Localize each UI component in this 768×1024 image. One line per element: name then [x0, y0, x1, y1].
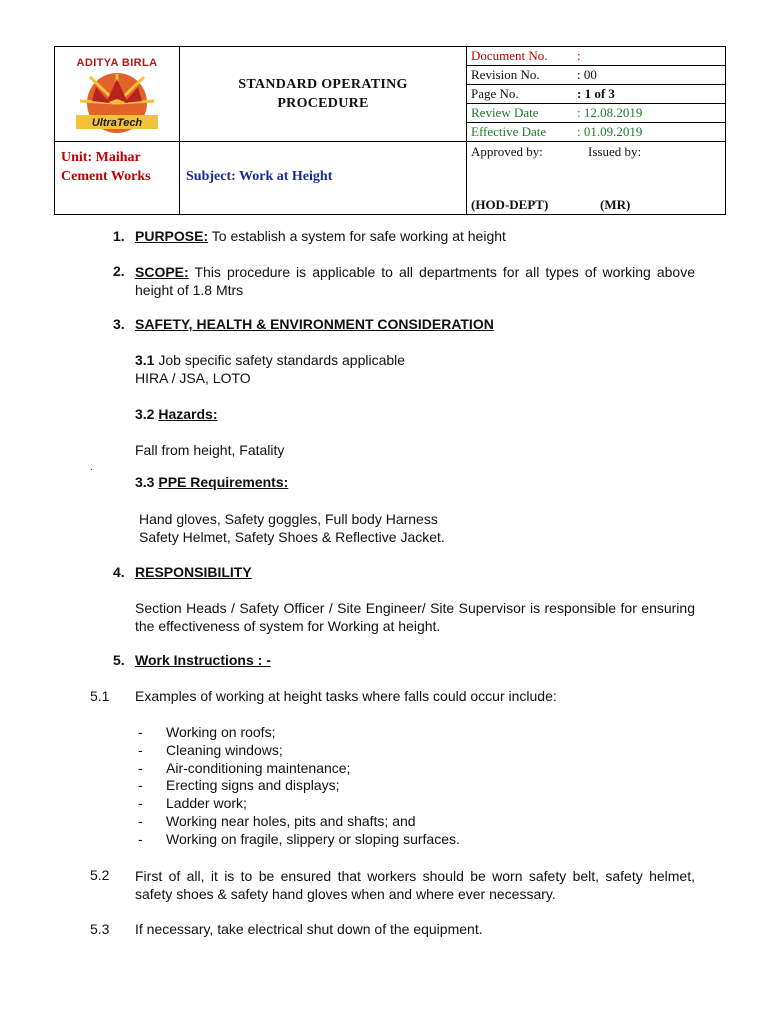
section-5-2-number: 5.2	[90, 867, 110, 883]
section-5-number: 5.	[113, 652, 125, 668]
ppe-list: Hand gloves, Safety goggles, Full body Harness Safety Helmet, Safety Shoes & Reflective Jacket.	[139, 511, 445, 545]
unit-cell	[55, 142, 180, 215]
section-3-heading: SAFETY, HEALTH & ENVIRONMENT CONSIDERATION	[135, 316, 494, 332]
issued-by-label: Issued by:	[588, 144, 642, 159]
meta-review-date: Review Date : 12.08.2019	[467, 104, 725, 123]
list-item: - Cleaning windows;	[138, 741, 283, 758]
section-2-number: 2.	[113, 263, 125, 279]
sop-title-line2: PROCEDURE	[277, 96, 369, 111]
section-5-heading: Work Instructions : -	[135, 652, 271, 668]
subject: Subject: Work at Height	[186, 169, 333, 184]
scope-heading: SCOPE:	[135, 264, 189, 280]
section-3-2-heading: 3.2 Hazards:	[135, 406, 218, 422]
section-5-3-number: 5.3	[90, 921, 110, 937]
subject-cell	[180, 142, 467, 215]
meta-effective-date: Effective Date : 01.09.2019	[471, 124, 643, 139]
document-header	[54, 46, 726, 215]
meta-revision-no: Revision No. : 00	[467, 66, 725, 85]
approved-signatory: (HOD-DEPT)	[471, 197, 549, 212]
section-3-3-heading: 3.3 PPE Requirements:	[135, 474, 289, 490]
hazards-text: Fall from height, Fatality	[135, 442, 285, 458]
sop-title-cell	[180, 47, 467, 142]
section-3-1: 3.1 Job specific safety standards applicable HIRA / JSA, LOTO	[135, 352, 406, 386]
list-item: - Erecting signs and displays;	[138, 777, 340, 794]
aditya-birla-logo	[70, 71, 164, 135]
section-2-body	[135, 263, 695, 299]
meta-page-no: Page No. : 1 of 3	[467, 85, 725, 104]
brand-name: ADITYA BIRLA	[76, 57, 158, 69]
approved-by-label: Approved by:	[471, 144, 543, 159]
section-5-1-number: 5.1	[90, 688, 110, 704]
section-5-3-text: If necessary, take electrical shut down of the equipment.	[135, 921, 483, 937]
responsibility-text: Section Heads / Safety Officer / Site Engineer/ Site Supervisor is responsible for ensuring the effectiveness of system for Working at height.	[135, 600, 695, 634]
list-item: - Working on roofs;	[138, 724, 276, 740]
list-item: - Air-conditioning maintenance;	[138, 759, 351, 776]
section-5-2-text: First of all, it is to be ensured that workers should be worn safety belt, safety helmet, safety shoes & safety hand gloves when and where ever necessary.	[135, 868, 695, 902]
approval-cell	[467, 142, 726, 215]
list-item: - Working near holes, pits and shafts; and	[138, 812, 416, 829]
document-meta	[467, 47, 726, 142]
list-item: - Working on fragile, slippery or sloping surfaces.	[138, 830, 460, 847]
section-1-body	[135, 228, 695, 244]
purpose-text: To establish a system for safe working at height	[208, 228, 506, 244]
section-4-heading: RESPONSIBILITY	[135, 564, 252, 580]
purpose-heading: PURPOSE:	[135, 228, 209, 244]
section-1: 1.	[113, 228, 125, 244]
unit-name: Unit: Maihar Cement Works	[61, 150, 151, 184]
scope-text: This procedure is applicable to all departments for all types of working above height of 1.8 Mtrs	[135, 264, 695, 298]
section-3-number: 3.	[113, 316, 125, 332]
list-item: - Ladder work;	[138, 795, 247, 812]
examples-list	[138, 724, 460, 849]
stray-dot: .	[90, 462, 93, 473]
section-5-1-text: Examples of working at height tasks where falls could occur include:	[135, 688, 557, 704]
logo-cell	[55, 47, 180, 142]
issued-signatory: (MR)	[600, 197, 631, 212]
product-name: UltraTech	[91, 117, 143, 129]
meta-document-no: Document No. :	[467, 47, 725, 66]
section-4-number: 4.	[113, 564, 125, 580]
sop-title-line1: STANDARD OPERATING	[238, 77, 408, 92]
